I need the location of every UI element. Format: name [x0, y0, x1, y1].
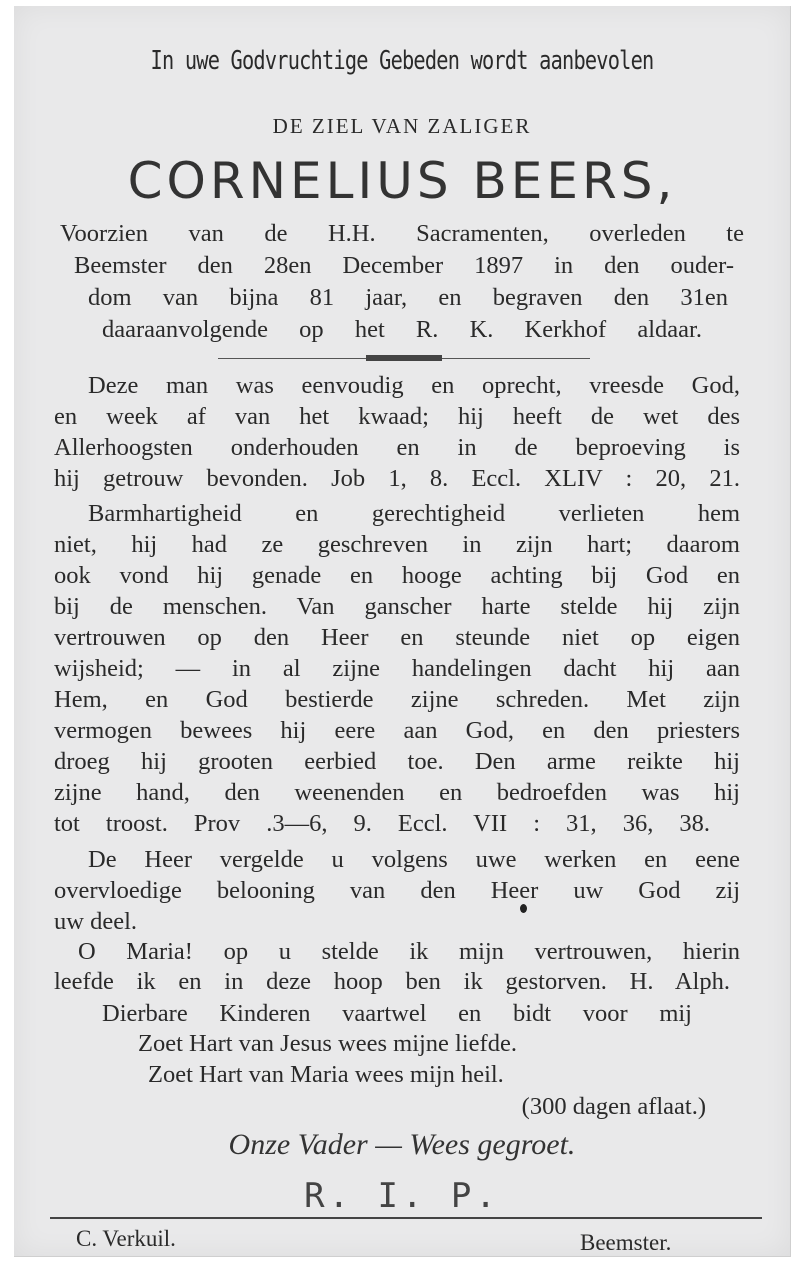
body-line: niet, hij had ze geschreven in zijn hart; daarom	[54, 531, 740, 558]
deceased-name: CORNELIUS BEERS,	[127, 152, 677, 210]
body-line: leefde ik en in deze hoop ben ik gestorven. H. Alph.	[54, 968, 730, 995]
body-line: uw deel.	[54, 908, 137, 935]
ink-speck	[520, 904, 527, 913]
rip-inscription: R. I. P.	[304, 1176, 500, 1216]
body-line: tot troost. Prov .3—6, 9. Eccl. VII : 31, 36, 38.	[54, 810, 710, 837]
notice-line: Beemster den 28en December 1897 in den ouder-	[74, 252, 734, 279]
notice-line: daaraanvolgende op het R. K. Kerkhof aldaar.	[102, 316, 702, 343]
body-line: Dierbare Kinderen vaartwel en bidt voor mij	[102, 1000, 692, 1027]
divider-ornament	[366, 355, 442, 361]
body-line: O Maria! op u stelde ik mijn vertrouwen, hierin	[78, 938, 740, 965]
body-line: Allerhoogsten onderhouden en in de beproeving is	[54, 434, 740, 461]
body-line: ook vond hij genade en hooge achting bij God en	[54, 562, 740, 589]
bottom-rule	[50, 1217, 762, 1219]
body-line: bij de menschen. Van ganscher harte stelde hij zijn	[54, 593, 740, 620]
place-name: Beemster.	[580, 1230, 672, 1255]
body-line: hij getrouw bevonden. Job 1, 8. Eccl. XLIV : 20, 21.	[54, 465, 740, 492]
notice-line: Voorzien van de H.H. Sacramenten, overleden te	[60, 220, 744, 247]
body-line: overvloedige belooning van den Heer uw God zij	[54, 877, 740, 904]
body-line: droeg hij grooten eerbied toe. Den arme reikte hij	[54, 748, 740, 775]
memorial-card	[14, 6, 791, 1257]
body-line: vertrouwen op den Heer en steunde niet op eigen	[54, 624, 740, 651]
intro-heading: In uwe Godvruchtige Gebeden wordt aanbevolen	[150, 46, 654, 76]
body-line: De Heer vergelde u volgens uwe werken en eene	[88, 846, 740, 873]
body-line: en week af van het kwaad; hij heeft de wet des	[54, 403, 740, 430]
body-line: zijne hand, den weenenden en bedroefden was hij	[54, 779, 740, 806]
body-line: Hem, en God bestierde zijne schreden. Met zijn	[54, 686, 740, 713]
soul-of-heading: DE ZIEL VAN ZALIGER	[272, 114, 532, 138]
printer-name: C. Verkuil.	[76, 1226, 176, 1251]
notice-line: dom van bijna 81 jaar, en begraven den 31en	[88, 284, 728, 311]
prayer-line: Onze Vader — Wees gegroet.	[228, 1128, 576, 1161]
body-line: Zoet Hart van Jesus wees mijne liefde.	[138, 1030, 517, 1057]
indulgence-note: (300 dagen aflaat.)	[521, 1093, 706, 1120]
body-line: Deze man was eenvoudig en oprecht, vreesde God,	[88, 372, 740, 399]
body-line: Barmhartigheid en gerechtigheid verlieten hem	[88, 500, 740, 527]
body-line: Zoet Hart van Maria wees mijn heil.	[148, 1061, 504, 1088]
body-line: wijsheid; — in al zijne handelingen dacht hij aan	[54, 655, 740, 682]
body-line: vermogen bewees hij eere aan God, en den priesters	[54, 717, 740, 744]
